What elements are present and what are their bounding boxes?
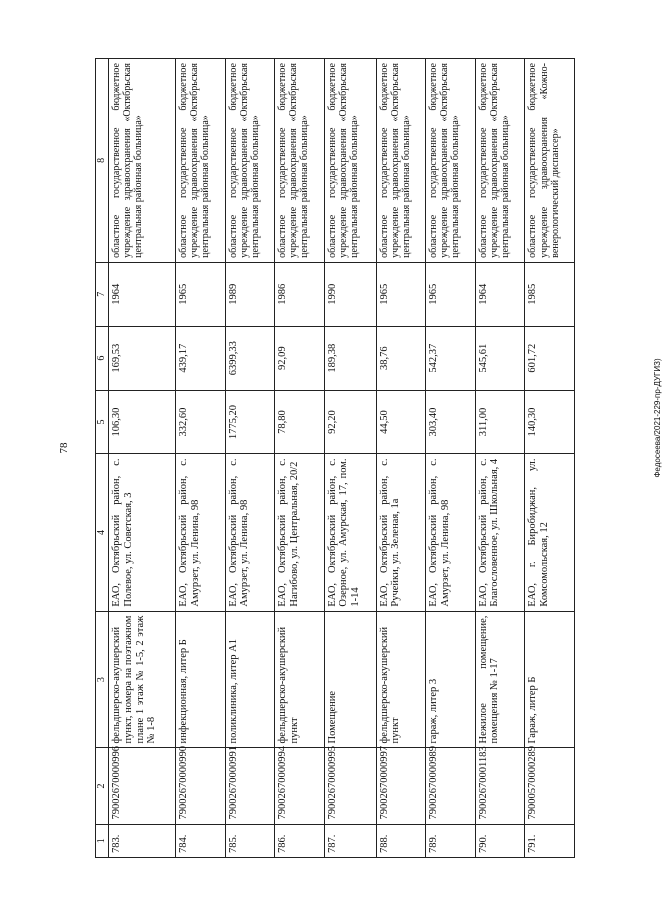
row-number: 788. bbox=[376, 824, 426, 857]
rights-holder: областное государственное бюджетное учреждение здравоохранения «Кожно-венерологический диспансер» bbox=[525, 59, 575, 263]
object-value: 542,37 bbox=[426, 326, 476, 390]
object-name: фельдшерско-акушерский пункт, номера на поэтажном плане 1 этаж № 1-5, 2 этаж № 1-8 bbox=[109, 611, 176, 748]
object-value: 545,61 bbox=[475, 326, 525, 390]
inventory-code: 79000570000289 bbox=[525, 748, 575, 824]
rights-holder: областное государственное бюджетное учреждение здравоохранения «Октябрьская центральная районная больница» bbox=[426, 59, 476, 263]
object-value: 439,17 bbox=[175, 326, 225, 390]
table-row bbox=[475, 59, 525, 858]
header-col-2: 2 bbox=[96, 748, 109, 824]
table-row bbox=[225, 59, 275, 858]
column-number-header bbox=[96, 59, 109, 858]
inventory-code: 79002670000995 bbox=[324, 748, 376, 824]
object-address: ЕАО, г. Биробиджан, ул. Комсомольская, 12 bbox=[525, 454, 575, 611]
object-name: Гараж, литер Б bbox=[525, 611, 575, 748]
object-area: 311,00 bbox=[475, 390, 525, 454]
year-built: 1965 bbox=[175, 262, 225, 326]
table-row bbox=[376, 59, 426, 858]
row-number: 790. bbox=[475, 824, 525, 857]
object-value: 38,76 bbox=[376, 326, 426, 390]
rotated-registry-table bbox=[95, 58, 575, 858]
object-area: 44,50 bbox=[376, 390, 426, 454]
year-built: 1986 bbox=[275, 262, 325, 326]
header-col-1: 1 bbox=[96, 824, 109, 857]
object-address: ЕАО, Октябрьский район, с. Благословенное, ул. Школьная, 4 bbox=[475, 454, 525, 611]
inventory-code: 79002670000990 bbox=[175, 748, 225, 824]
table-row bbox=[426, 59, 476, 858]
header-col-3: 3 bbox=[96, 611, 109, 748]
header-col-4: 4 bbox=[96, 454, 109, 611]
header-col-6: 6 bbox=[96, 326, 109, 390]
table-row bbox=[275, 59, 325, 858]
table-row bbox=[525, 59, 575, 858]
row-number: 783. bbox=[109, 824, 176, 857]
year-built: 1964 bbox=[475, 262, 525, 326]
object-area: 303,40 bbox=[426, 390, 476, 454]
rights-holder: областное государственное бюджетное учреждение здравоохранения «Октябрьская центральная районная больница» bbox=[376, 59, 426, 263]
object-value: 189,38 bbox=[324, 326, 376, 390]
inventory-code: 79002670000997 bbox=[376, 748, 426, 824]
header-col-8: 8 bbox=[96, 59, 109, 263]
object-value: 601,72 bbox=[525, 326, 575, 390]
table-body bbox=[96, 59, 575, 858]
row-number: 791. bbox=[525, 824, 575, 857]
inventory-code: 79002670001183 bbox=[475, 748, 525, 824]
object-area: 92,20 bbox=[324, 390, 376, 454]
year-built: 1965 bbox=[376, 262, 426, 326]
property-registry-table bbox=[95, 58, 575, 858]
object-name: гараж, литер 3 bbox=[426, 611, 476, 748]
rights-holder: областное государственное бюджетное учреждение здравоохранения «Октябрьская центральная районная больница» bbox=[109, 59, 176, 263]
rights-holder: областное государственное бюджетное учреждение здравоохранения «Октябрьская центральная районная больница» bbox=[324, 59, 376, 263]
row-number: 789. bbox=[426, 824, 476, 857]
object-area: 1775,20 bbox=[225, 390, 275, 454]
table-row bbox=[175, 59, 225, 858]
page-number: 78 bbox=[58, 442, 70, 454]
year-built: 1965 bbox=[426, 262, 476, 326]
rights-holder: областное государственное бюджетное учреждение здравоохранения «Октябрьская центральная районная больница» bbox=[175, 59, 225, 263]
object-name: Нежилое помещение, помещения № 1-17 bbox=[475, 611, 525, 748]
object-address: ЕАО, Октябрьский район, с. Амурзет, ул. Ленина, 98 bbox=[426, 454, 476, 611]
object-value: 169,53 bbox=[109, 326, 176, 390]
object-area: 332,60 bbox=[175, 390, 225, 454]
year-built: 1990 bbox=[324, 262, 376, 326]
object-address: ЕАО, Октябрьский район, с. Озерное, ул. Амурская, 17, пом. 1-14 bbox=[324, 454, 376, 611]
inventory-code: 79002670000994 bbox=[275, 748, 325, 824]
object-address: ЕАО, Октябрьский район, с. Нагибово, ул. Центральная, 20/2 bbox=[275, 454, 325, 611]
header-col-5: 5 bbox=[96, 390, 109, 454]
object-address: ЕАО, Октябрьский район, с. Амурзет, ул. Ленина, 98 bbox=[225, 454, 275, 611]
row-number: 787. bbox=[324, 824, 376, 857]
inventory-code: 79002670000991 bbox=[225, 748, 275, 824]
row-number: 786. bbox=[275, 824, 325, 857]
year-built: 1985 bbox=[525, 262, 575, 326]
document-footer: Федосеева/2021-229-пр-ДУГИЗ) bbox=[653, 358, 662, 478]
rights-holder: областное государственное бюджетное учреждение здравоохранения «Октябрьская центральная районная больница» bbox=[275, 59, 325, 263]
header-col-7: 7 bbox=[96, 262, 109, 326]
object-area: 78,80 bbox=[275, 390, 325, 454]
rights-holder: областное государственное бюджетное учреждение здравоохранения «Октябрьская центральная районная больница» bbox=[475, 59, 525, 263]
object-name: фельдшерско-акушерский пункт bbox=[376, 611, 426, 748]
object-area: 140,30 bbox=[525, 390, 575, 454]
object-address: ЕАО, Октябрьский район, с. Амурзет, ул. Ленина, 98 bbox=[175, 454, 225, 611]
row-number: 785. bbox=[225, 824, 275, 857]
table-row bbox=[324, 59, 376, 858]
rights-holder: областное государственное бюджетное учреждение здравоохранения «Октябрьская центральная районная больница» bbox=[225, 59, 275, 263]
row-number: 784. bbox=[175, 824, 225, 857]
object-name: инфекционная, литер Б bbox=[175, 611, 225, 748]
object-address: ЕАО, Октябрьский район, с. Ручейки, ул. Зеленая, 1а bbox=[376, 454, 426, 611]
object-address: ЕАО, Октябрьский район, с. Полевое, ул. Советская, 3 bbox=[109, 454, 176, 611]
inventory-code: 79002670000996 bbox=[109, 748, 176, 824]
table-row bbox=[109, 59, 176, 858]
object-value: 6399,33 bbox=[225, 326, 275, 390]
year-built: 1989 bbox=[225, 262, 275, 326]
object-value: 92,09 bbox=[275, 326, 325, 390]
object-name: фельдшерско-акушерский пункт bbox=[275, 611, 325, 748]
inventory-code: 79002670000989 bbox=[426, 748, 476, 824]
year-built: 1964 bbox=[109, 262, 176, 326]
object-name: Помещение bbox=[324, 611, 376, 748]
object-area: 106,30 bbox=[109, 390, 176, 454]
object-name: поликлиника, литер А1 bbox=[225, 611, 275, 748]
